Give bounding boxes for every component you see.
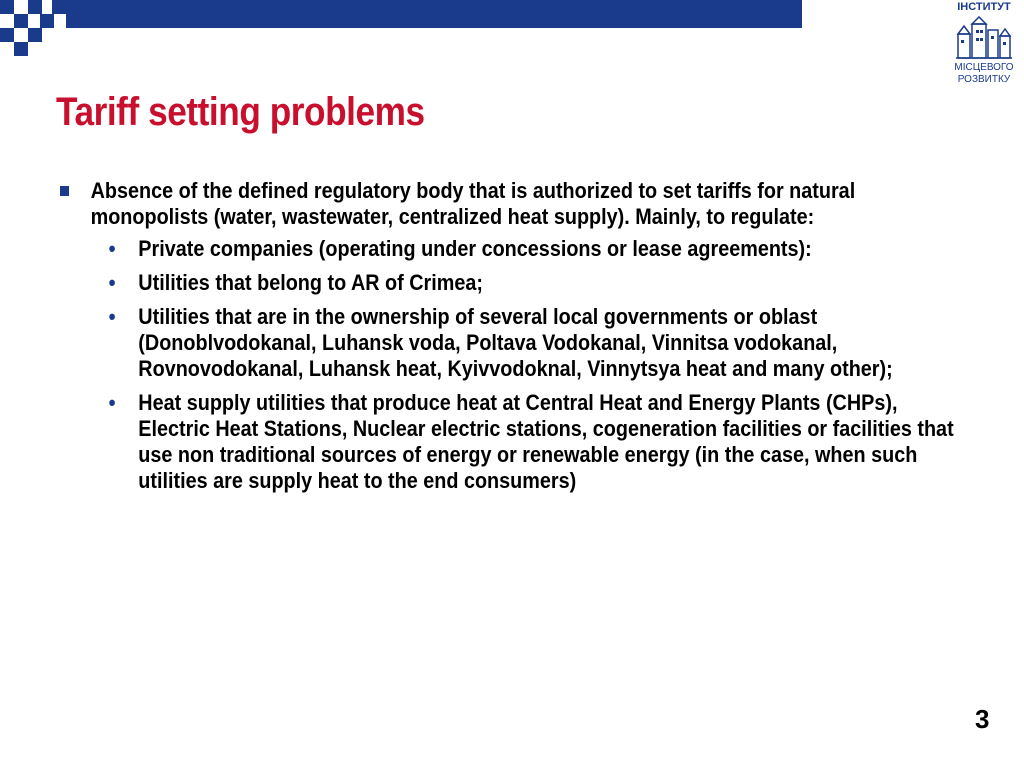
dot-bullet-icon: • [108, 304, 116, 329]
dot-bullet-icon: • [108, 236, 116, 261]
slide-content [60, 178, 960, 502]
sub-bullet-text: Heat supply utilities that produce heat at Central Heat and Energy Plants (CHPs), Electric Heat Stations, Nuclear electric stations, cogeneration facilities or facilities that use non traditional sources of energy or renewable energy (in the case, when such utilities are supply heat to the end consumers) [138, 390, 954, 493]
header-bar [66, 0, 802, 28]
main-bullet [60, 178, 960, 230]
main-bullet-text: Absence of the defined regulatory body that is authorized to set tariffs for natural monopolists (water, wastewater, centralized heat supply). Mainly, to regulate: [90, 178, 856, 229]
logo-text-middle: МІСЦЕВОГО [954, 62, 1014, 73]
logo-text-bottom: РОЗВИТКУ [957, 74, 1011, 85]
sub-bullet-text: Utilities that belong to AR of Crimea; [138, 270, 483, 295]
sub-bullet-text: Private companies (operating under concessions or lease agreements): [138, 236, 812, 261]
slide-title: Tariff setting problems [56, 90, 425, 134]
logo-text-top: ІНСТИТУТ [957, 1, 1011, 13]
square-bullet-icon [60, 186, 69, 196]
sub-bullet [60, 390, 960, 494]
sub-bullet [60, 270, 960, 296]
institute-logo [948, 0, 1020, 92]
dot-bullet-icon: • [108, 390, 116, 415]
sub-bullet-text: Utilities that are in the ownership of several local governments or oblast (Donoblvodokanal, Luhansk voda, Poltava Vodokanal, Vinnitsa vodokanal, Rovnovodokanal, Luhansk heat, Kyivvodoknal, Vinnytsya heat and many other); [138, 304, 893, 381]
sub-bullet [60, 304, 960, 382]
buildings-icon [956, 16, 1012, 60]
page-number: 3 [975, 704, 990, 734]
sub-bullet [60, 236, 960, 262]
dot-bullet-icon: • [108, 270, 116, 295]
